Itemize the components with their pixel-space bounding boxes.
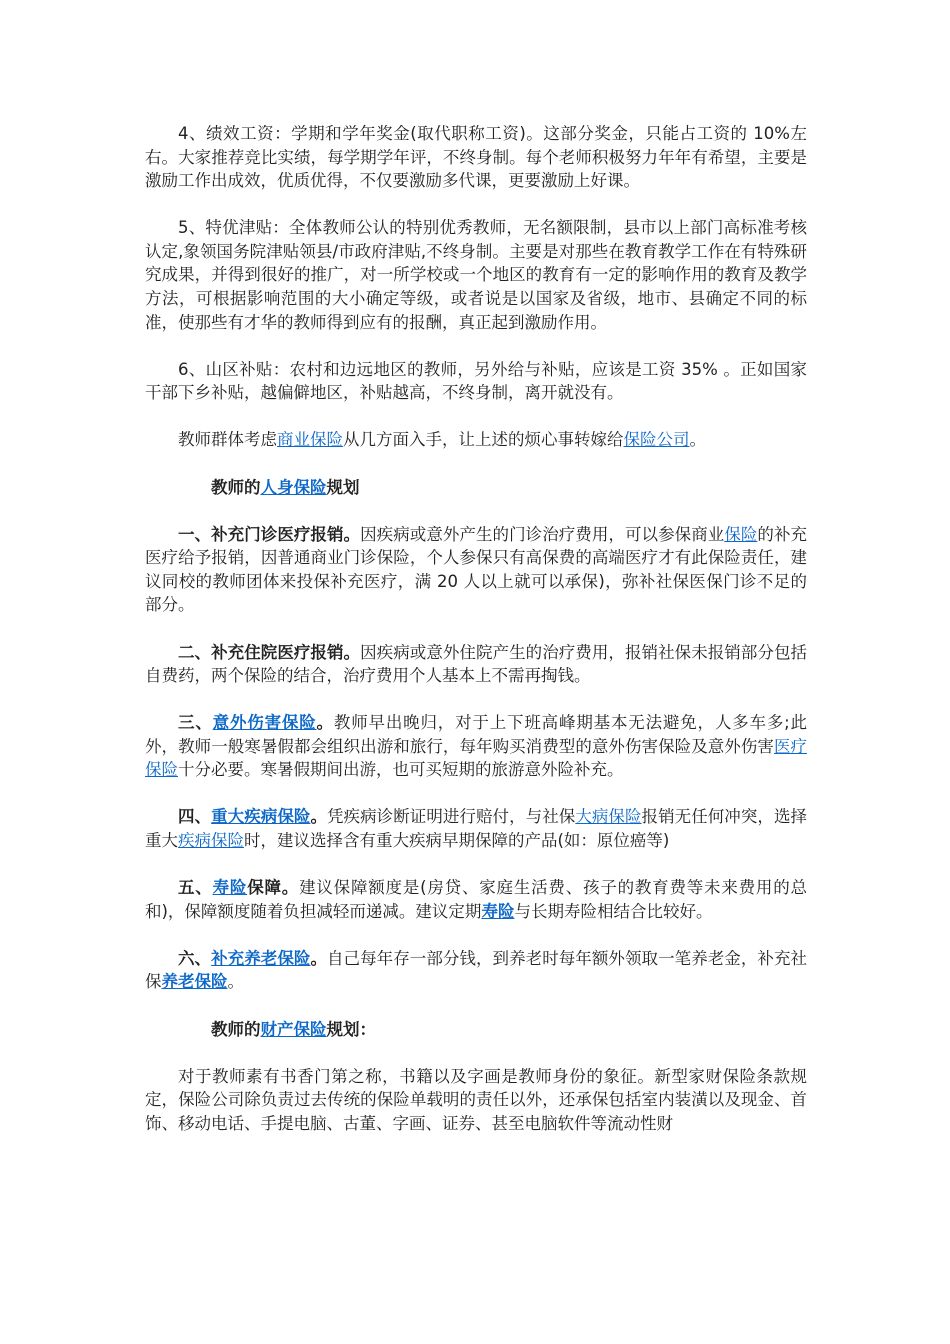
paragraph-text: 对于教师素有书香门第之称，书籍以及字画是教师身份的象征。新型家财保险条款规定，保险公司除负责过去传统的保险单载明的责任以外，还承保包括室内装潢以及现金、首饰、移动电话、手提电脑、古董、字画、证券、甚至电脑软件等流动性财 xyxy=(145,1066,807,1133)
paragraph-special-allowance xyxy=(145,216,807,334)
document-body xyxy=(145,122,807,1159)
section-title: 六、 xyxy=(178,948,212,968)
section-life-insurance xyxy=(145,876,807,923)
heading-property-insurance xyxy=(145,1018,807,1042)
heading-personal-insurance xyxy=(145,476,807,500)
section-title: 三、 xyxy=(178,713,213,733)
paragraph-text: 。 xyxy=(689,430,706,450)
heading-text: 教师的 xyxy=(211,477,261,497)
link-accident-insurance[interactable]: 意外伤害保险 xyxy=(212,713,317,733)
paragraph-text: 十分必要。寒暑假期间出游，也可买短期的旅游意外险补充。 xyxy=(178,760,624,780)
paragraph-text: 。 xyxy=(227,972,244,992)
section-inpatient xyxy=(145,641,807,688)
paragraph-insurance-intro xyxy=(145,428,807,452)
link-personal-insurance[interactable]: 人身保险 xyxy=(260,477,327,497)
section-outpatient xyxy=(145,523,807,617)
link-critical-illness-insurance[interactable]: 重大疾病保险 xyxy=(211,807,311,827)
paragraph-mountain-allowance xyxy=(145,358,807,405)
link-disease-insurance[interactable]: 疾病保险 xyxy=(178,831,244,851)
heading-text: 教师的 xyxy=(211,1019,261,1039)
link-serious-illness-insurance[interactable]: 大病保险 xyxy=(575,807,642,827)
paragraph-text: 从几方面入手，让上述的烦心事转嫁给 xyxy=(343,430,624,450)
link-property-insurance[interactable]: 财产保险 xyxy=(260,1019,327,1039)
section-title: 。 xyxy=(310,948,327,968)
paragraph-text: 教师早出晚归，对于上下班高峰期基本无法避免，人多车多;此外，教师一般寒暑假都会组织出游和旅行，每年购买消费型的意外伤害保险及意外伤害 xyxy=(145,713,808,756)
link-life-insurance[interactable]: 寿险 xyxy=(212,878,248,898)
paragraph-text: 报销无任何冲突，选择重大 xyxy=(145,807,808,851)
heading-text: 规划： xyxy=(326,1019,376,1039)
section-title: 保障。 xyxy=(247,878,300,898)
link-insurance[interactable]: 保险 xyxy=(724,524,758,544)
paragraph-text: 因疾病或意外住院产生的治疗费用，报销社保未报销部分包括自费药，两个保险的结合，治疗费用个人基本上不需再掏钱。 xyxy=(145,642,808,686)
paragraph-text: 凭疾病诊断证明进行赔付，与社保 xyxy=(327,807,576,827)
section-title: 五、 xyxy=(178,878,213,898)
heading-text: 规划 xyxy=(326,477,360,497)
link-pension-insurance[interactable]: 养老保险 xyxy=(161,972,228,992)
paragraph-performance-pay xyxy=(145,122,807,193)
section-critical-illness xyxy=(145,805,807,852)
link-medical-insurance[interactable]: 医疗保险 xyxy=(145,736,808,780)
paragraph-text: 与长期寿险相结合比较好。 xyxy=(514,901,713,921)
paragraph-text: 的补充医疗给予报销，因普通商业门诊保险，个人参保只有高保费的高端医疗才有此保险责任，建议同校的教师团体来投保补充医疗，满 20 人以上就可以承保)，弥补社保医保门诊不足的部分。 xyxy=(145,524,808,615)
section-accident xyxy=(145,711,807,782)
paragraph-text: 因疾病或意外产生的门诊治疗费用，可以参保商业 xyxy=(360,524,725,544)
paragraph-text: 5、特优津贴：全体教师公认的特别优秀教师，无名额限制，县市以上部门高标准考核认定,象领国务院津贴领县/市政府津贴,不终身制。主要是对那些在教育教学工作在有特殊研究成果，并得到很好的推广，对一所学校或一个地区的教育有一定的影响作用的教育及教学方法，可根据影响范围的大小确定等级，或者说是以国家及省级，地市、县确定不同的标准，使那些有才华的教师得到应有的报酬，真正起到激励作用。 xyxy=(145,218,807,332)
link-supplementary-pension[interactable]: 补充养老保险 xyxy=(211,948,311,968)
section-title: 。 xyxy=(316,713,334,733)
section-title: 二、补充住院医疗报销。 xyxy=(178,642,361,662)
paragraph-text: 时，建议选择含有重大疾病早期保障的产品(如：原位癌等) xyxy=(244,831,670,851)
link-commercial-insurance[interactable]: 商业保险 xyxy=(277,430,343,450)
section-pension xyxy=(145,947,807,994)
paragraph-text: 自己每年存一部分钱，到养老时每年额外领取一笔养老金，补充社保 xyxy=(145,948,808,992)
section-title: 四、 xyxy=(178,807,212,827)
paragraph-text: 教师群体考虑 xyxy=(178,430,277,450)
paragraph-text: 建议保障额度是(房贷、家庭生活费、孩子的教育费等未来费用的总和)，保障额度随着负担减轻而递减。建议定期 xyxy=(145,878,808,921)
paragraph-text: 6、山区补贴：农村和边远地区的教师，另外给与补贴，应该是工资 35% 。正如国家干部下乡补贴，越偏僻地区，补贴越高，不终身制，离开就没有。 xyxy=(145,359,807,403)
paragraph-property-intro xyxy=(145,1065,807,1136)
link-term-life-insurance[interactable]: 寿险 xyxy=(481,901,515,921)
paragraph-text: 4、绩效工资：学期和学年奖金(取代职称工资)。这部分奖金，只能占工资的 10%左右。大家推荐竞比实绩，每学期学年评，不终身制。每个老师积极努力年年有希望，主要是激励工作出成效，优质优得，不仅要激励多代课，更要激励上好课。 xyxy=(145,124,807,191)
section-title: 一、补充门诊医疗报销。 xyxy=(178,524,361,544)
section-title: 。 xyxy=(310,807,327,827)
link-insurance-company[interactable]: 保险公司 xyxy=(623,430,690,450)
